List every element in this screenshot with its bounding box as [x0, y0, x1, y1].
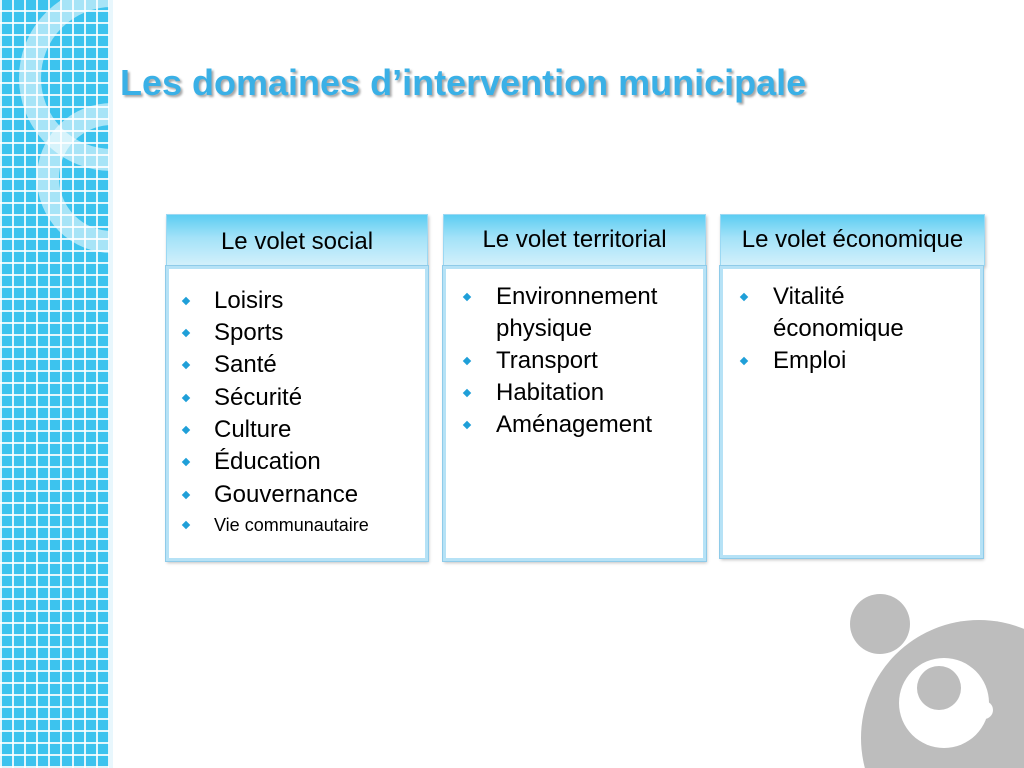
diamond-bullet-icon: [740, 293, 748, 301]
list-item: Aménagement: [496, 409, 652, 441]
list-item: Emploi: [773, 345, 846, 377]
diamond-bullet-icon: [182, 297, 190, 305]
diamond-bullet-icon: [463, 421, 471, 429]
list-item: Vie communautaire: [214, 509, 369, 541]
decorative-grid-band: [0, 0, 113, 768]
diamond-bullet-icon: [182, 329, 190, 337]
column-header-label: Le volet territorial: [482, 226, 667, 253]
list-item: Transport: [496, 345, 598, 377]
list-item: Culture: [214, 414, 291, 446]
column-header-territorial: [443, 214, 706, 266]
diamond-bullet-icon: [463, 389, 471, 397]
diamond-bullet-icon: [182, 361, 190, 369]
diamond-bullet-icon: [463, 357, 471, 365]
list-item: Sécurité: [214, 382, 302, 414]
list-item: Éducation: [214, 446, 321, 478]
list-item: Habitation: [496, 377, 604, 409]
column-body-economique: [720, 266, 983, 558]
diamond-bullet-icon: [740, 357, 748, 365]
list-item: Vitalité économique: [773, 281, 973, 345]
list-item: Loisirs: [214, 285, 283, 317]
decorative-circles: [0, 0, 113, 768]
list-item: Sports: [214, 317, 283, 349]
column-body-social: [166, 266, 428, 561]
diamond-bullet-icon: [182, 394, 190, 402]
column-body-territorial: [443, 266, 706, 561]
column-header-economique: [720, 214, 985, 266]
slide-title: Les domaines d’intervention municipale: [120, 62, 807, 103]
diamond-bullet-icon: [182, 491, 190, 499]
decorative-gray-circles: [834, 578, 1024, 768]
list-item: Environnement physique: [496, 281, 696, 345]
list-item: Santé: [214, 349, 277, 381]
diamond-bullet-icon: [182, 458, 190, 466]
diamond-bullet-icon: [182, 521, 190, 529]
column-header-social: [166, 214, 428, 266]
diamond-bullet-icon: [463, 293, 471, 301]
column-header-label: Le volet social: [220, 228, 374, 255]
diamond-bullet-icon: [182, 426, 190, 434]
column-header-label: Le volet économique: [741, 226, 964, 253]
list-item: Gouvernance: [214, 479, 358, 511]
